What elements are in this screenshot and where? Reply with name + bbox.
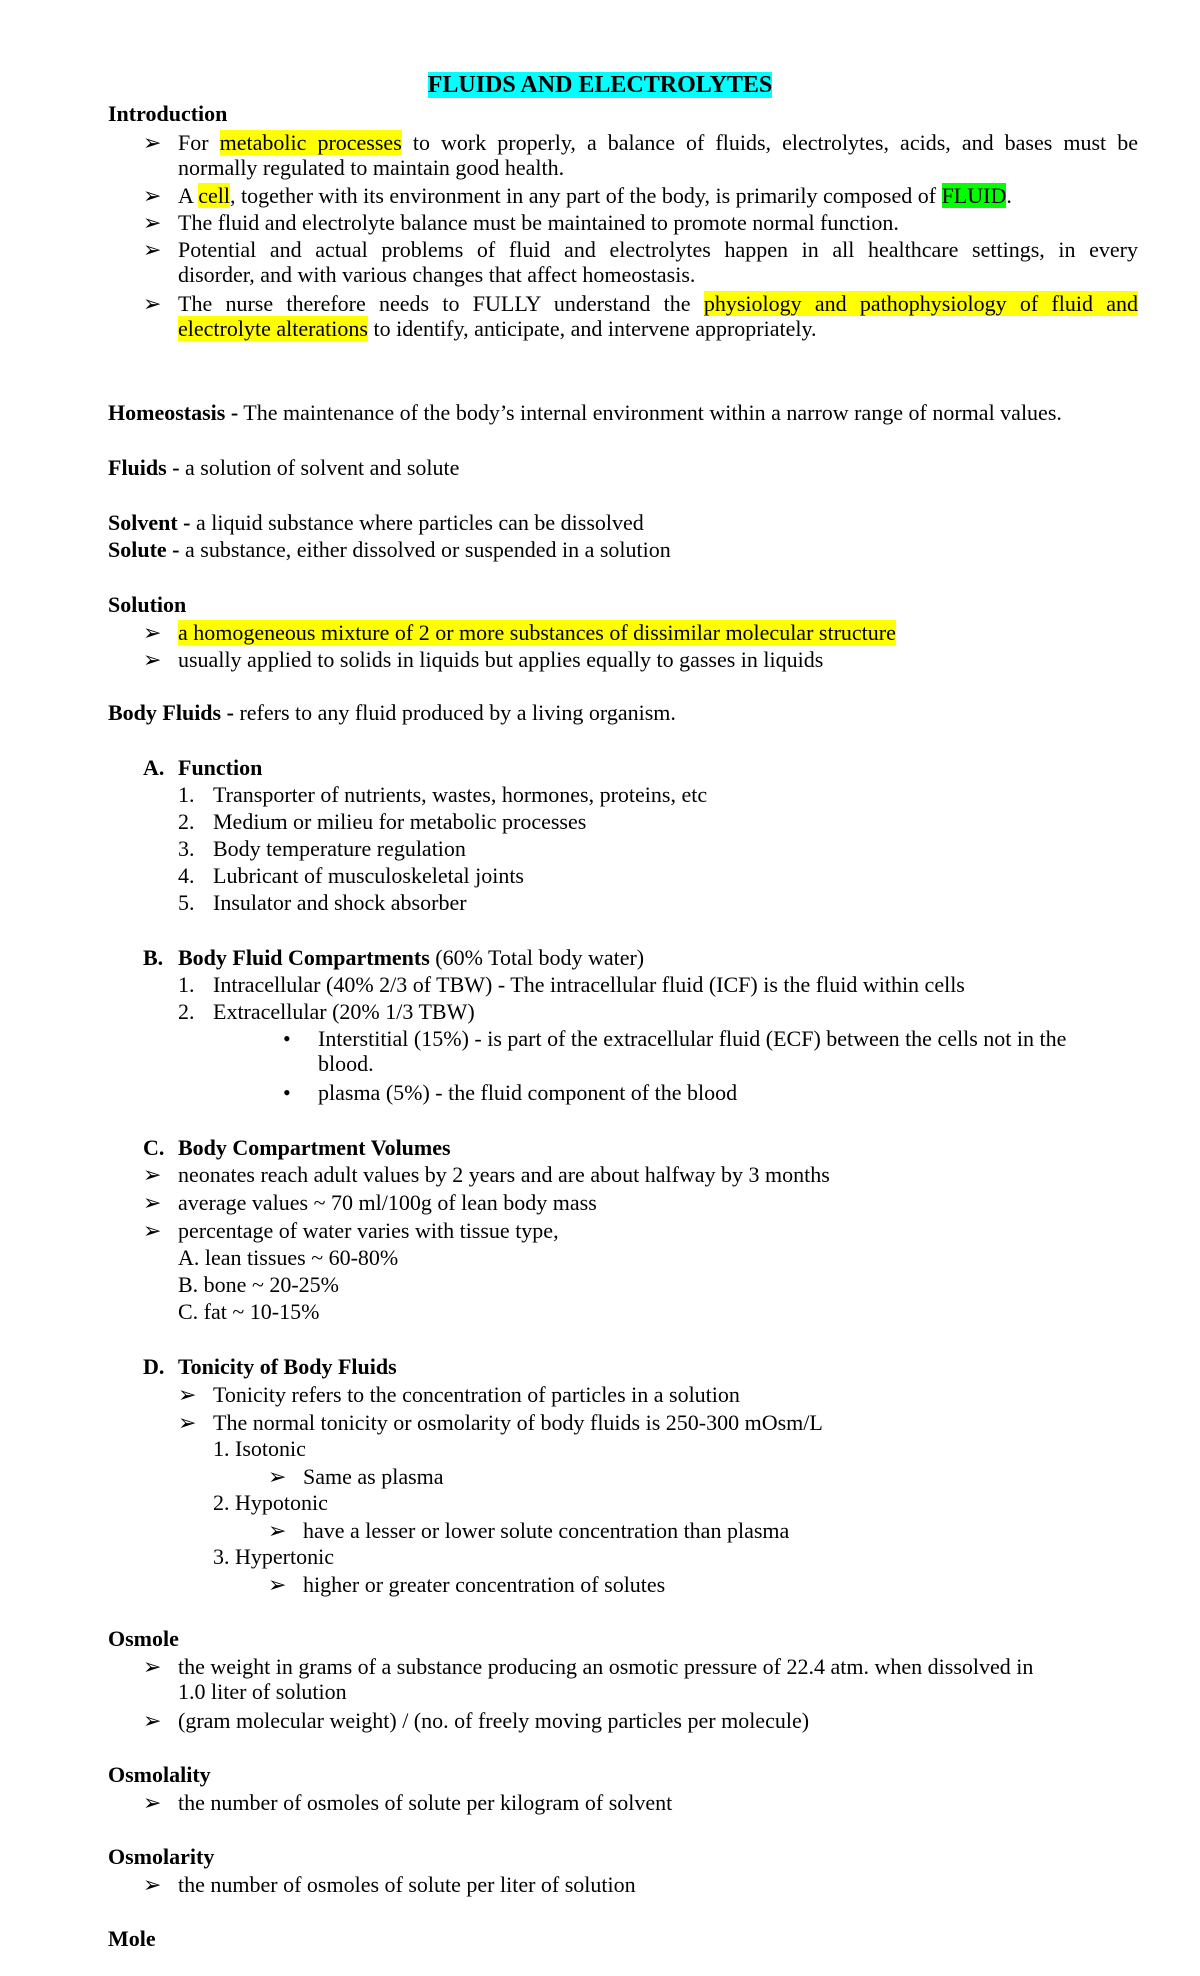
bullet-arrow-icon: ➢ <box>143 1190 162 1215</box>
osmole-bullet-1-line-1: the weight in grams of a substance producing an osmotic pressure of 22.4 atm. when dissolved in <box>178 1654 1034 1679</box>
section-b-heading: Body Fluid Compartments (60% Total body water) <box>178 945 645 970</box>
bullet-arrow-icon: ➢ <box>143 647 162 672</box>
intro-bullet-2: A cell, together with its environment in any part of the body, is primarily composed of FLUID. <box>178 183 1012 208</box>
intro-bullet-4-line-2: disorder, and with various changes that affect homeostasis. <box>178 262 696 287</box>
highlight-electrolyte-alterations: electrolyte alterations <box>178 316 368 341</box>
bullet-arrow-icon: ➢ <box>143 1872 162 1897</box>
intracellular-item: Intracellular (40% 2/3 of TBW) - The intracellular fluid (ICF) is the fluid within cells <box>213 972 965 997</box>
document-title-line <box>0 72 1200 98</box>
bullet-arrow-icon: ➢ <box>268 1572 287 1597</box>
intro-bullet-4-line-1: Potential and actual problems of fluid and electrolytes happen in all healthcare settings, in every <box>178 237 1138 262</box>
bullet-arrow-icon: ➢ <box>268 1464 287 1489</box>
def-solvent: Solvent - a liquid substance where particles can be dissolved <box>108 510 644 535</box>
def-homeostasis: Homeostasis - The maintenance of the body’s internal environment within a narrow range of normal values. <box>108 400 1062 425</box>
list-item: Medium or milieu for metabolic processes <box>213 809 587 834</box>
interstitial-item-line-2: blood. <box>318 1051 374 1076</box>
extracellular-item: Extracellular (20% 1/3 TBW) <box>213 999 475 1024</box>
def-solute: Solute - a substance, either dissolved or suspended in a solution <box>108 537 671 562</box>
volumes-bullet-2: average values ~ 70 ml/100g of lean body mass <box>178 1190 597 1215</box>
bullet-arrow-icon: ➢ <box>143 291 162 316</box>
tonicity-bullet-1: Tonicity refers to the concentration of particles in a solution <box>213 1382 740 1407</box>
section-a-heading: Function <box>178 755 263 780</box>
highlight-cell: cell <box>198 183 230 208</box>
section-b-letter: B. <box>143 945 164 970</box>
bullet-arrow-icon: ➢ <box>143 620 162 645</box>
bullet-arrow-icon: ➢ <box>268 1518 287 1543</box>
def-body-fluids: Body Fluids - refers to any fluid produced by a living organism. <box>108 700 676 725</box>
tonicity-hypertonic: 3. Hypertonic <box>213 1544 334 1569</box>
list-item: Insulator and shock absorber <box>213 890 467 915</box>
bullet-arrow-icon: ➢ <box>143 183 162 208</box>
bullet-dot-icon: • <box>283 1080 291 1105</box>
volumes-sub-lean: A. lean tissues ~ 60-80% <box>178 1245 399 1270</box>
bullet-arrow-icon: ➢ <box>143 1162 162 1187</box>
list-item-number: 1. <box>178 782 195 807</box>
bullet-arrow-icon: ➢ <box>143 237 162 262</box>
intro-bullet-3: The fluid and electrolyte balance must be maintained to promote normal function. <box>178 210 899 235</box>
intro-heading: Introduction <box>108 101 228 126</box>
tonicity-isotonic: 1. Isotonic <box>213 1436 306 1461</box>
def-fluids: Fluids - a solution of solvent and solute <box>108 455 460 480</box>
osmole-heading: Osmole <box>108 1626 179 1651</box>
list-item-number: 2. <box>178 999 195 1024</box>
bullet-arrow-icon: ➢ <box>143 210 162 235</box>
volumes-sub-bone: B. bone ~ 20-25% <box>178 1272 339 1297</box>
osmole-bullet-1-line-2: 1.0 liter of solution <box>178 1679 347 1704</box>
bullet-arrow-icon: ➢ <box>143 1790 162 1815</box>
bullet-arrow-icon: ➢ <box>178 1382 197 1407</box>
bullet-arrow-icon: ➢ <box>178 1410 197 1435</box>
list-item: Transporter of nutrients, wastes, hormones, proteins, etc <box>213 782 708 807</box>
highlight-fluid: FLUID <box>941 183 1007 208</box>
volumes-sub-fat: C. fat ~ 10-15% <box>178 1299 320 1324</box>
solution-bullet-2: usually applied to solids in liquids but applies equally to gasses in liquids <box>178 647 824 672</box>
osmole-bullet-2: (gram molecular weight) / (no. of freely moving particles per molecule) <box>178 1708 810 1733</box>
interstitial-item-line-1: Interstitial (15%) - is part of the extracellular fluid (ECF) between the cells not in the <box>318 1026 1067 1051</box>
tonicity-hypertonic-desc: higher or greater concentration of solutes <box>303 1572 666 1597</box>
intro-bullet-1-line-2: normally regulated to maintain good health. <box>178 155 565 180</box>
osmolarity-bullet-1: the number of osmoles of solute per liter of solution <box>178 1872 636 1897</box>
solution-heading: Solution <box>108 592 187 617</box>
list-item-number: 3. <box>178 836 195 861</box>
bullet-arrow-icon: ➢ <box>143 1654 162 1679</box>
solution-bullet-1: a homogeneous mixture of 2 or more substances of dissimilar molecular structure <box>178 620 896 645</box>
list-item: Body temperature regulation <box>213 836 466 861</box>
plasma-item: plasma (5%) - the fluid component of the blood <box>318 1080 738 1105</box>
tonicity-hypotonic-desc: have a lesser or lower solute concentration than plasma <box>303 1518 790 1543</box>
highlight-physiology: physiology and pathophysiology of fluid and <box>703 291 1138 316</box>
document-title: FLUIDS AND ELECTROLYTES <box>427 72 773 98</box>
highlight-metabolic-processes: metabolic processes <box>219 130 402 155</box>
intro-bullet-1-line-1: For metabolic processes to work properly, a balance of fluids, electrolytes, acids, and bases must be <box>178 130 1138 155</box>
list-item-number: 2. <box>178 809 195 834</box>
osmolality-heading: Osmolality <box>108 1762 211 1787</box>
section-c-heading: Body Compartment Volumes <box>178 1135 451 1160</box>
volumes-bullet-3: percentage of water varies with tissue type, <box>178 1218 559 1243</box>
intro-bullet-5-line-2: electrolyte alterations to identify, anticipate, and intervene appropriately. <box>178 316 817 341</box>
bullet-arrow-icon: ➢ <box>143 1708 162 1733</box>
tonicity-hypotonic: 2. Hypotonic <box>213 1490 328 1515</box>
list-item-number: 5. <box>178 890 195 915</box>
list-item-number: 4. <box>178 863 195 888</box>
section-d-heading: Tonicity of Body Fluids <box>178 1354 397 1379</box>
bullet-dot-icon: • <box>283 1026 291 1051</box>
section-c-letter: C. <box>143 1135 165 1160</box>
section-d-letter: D. <box>143 1354 165 1379</box>
section-a-letter: A. <box>143 755 165 780</box>
tonicity-isotonic-desc: Same as plasma <box>303 1464 444 1489</box>
mole-heading: Mole <box>108 1926 156 1951</box>
list-item-number: 1. <box>178 972 195 997</box>
bullet-arrow-icon: ➢ <box>143 1218 162 1243</box>
tonicity-bullet-2: The normal tonicity or osmolarity of body fluids is 250-300 mOsm/L <box>213 1410 823 1435</box>
volumes-bullet-1: neonates reach adult values by 2 years and are about halfway by 3 months <box>178 1162 830 1187</box>
osmolarity-heading: Osmolarity <box>108 1844 215 1869</box>
intro-bullet-5-line-1: The nurse therefore needs to FULLY understand the physiology and pathophysiology of fluid and <box>178 291 1138 316</box>
bullet-arrow-icon: ➢ <box>143 130 162 155</box>
osmolality-bullet-1: the number of osmoles of solute per kilogram of solvent <box>178 1790 673 1815</box>
list-item: Lubricant of musculoskeletal joints <box>213 863 524 888</box>
